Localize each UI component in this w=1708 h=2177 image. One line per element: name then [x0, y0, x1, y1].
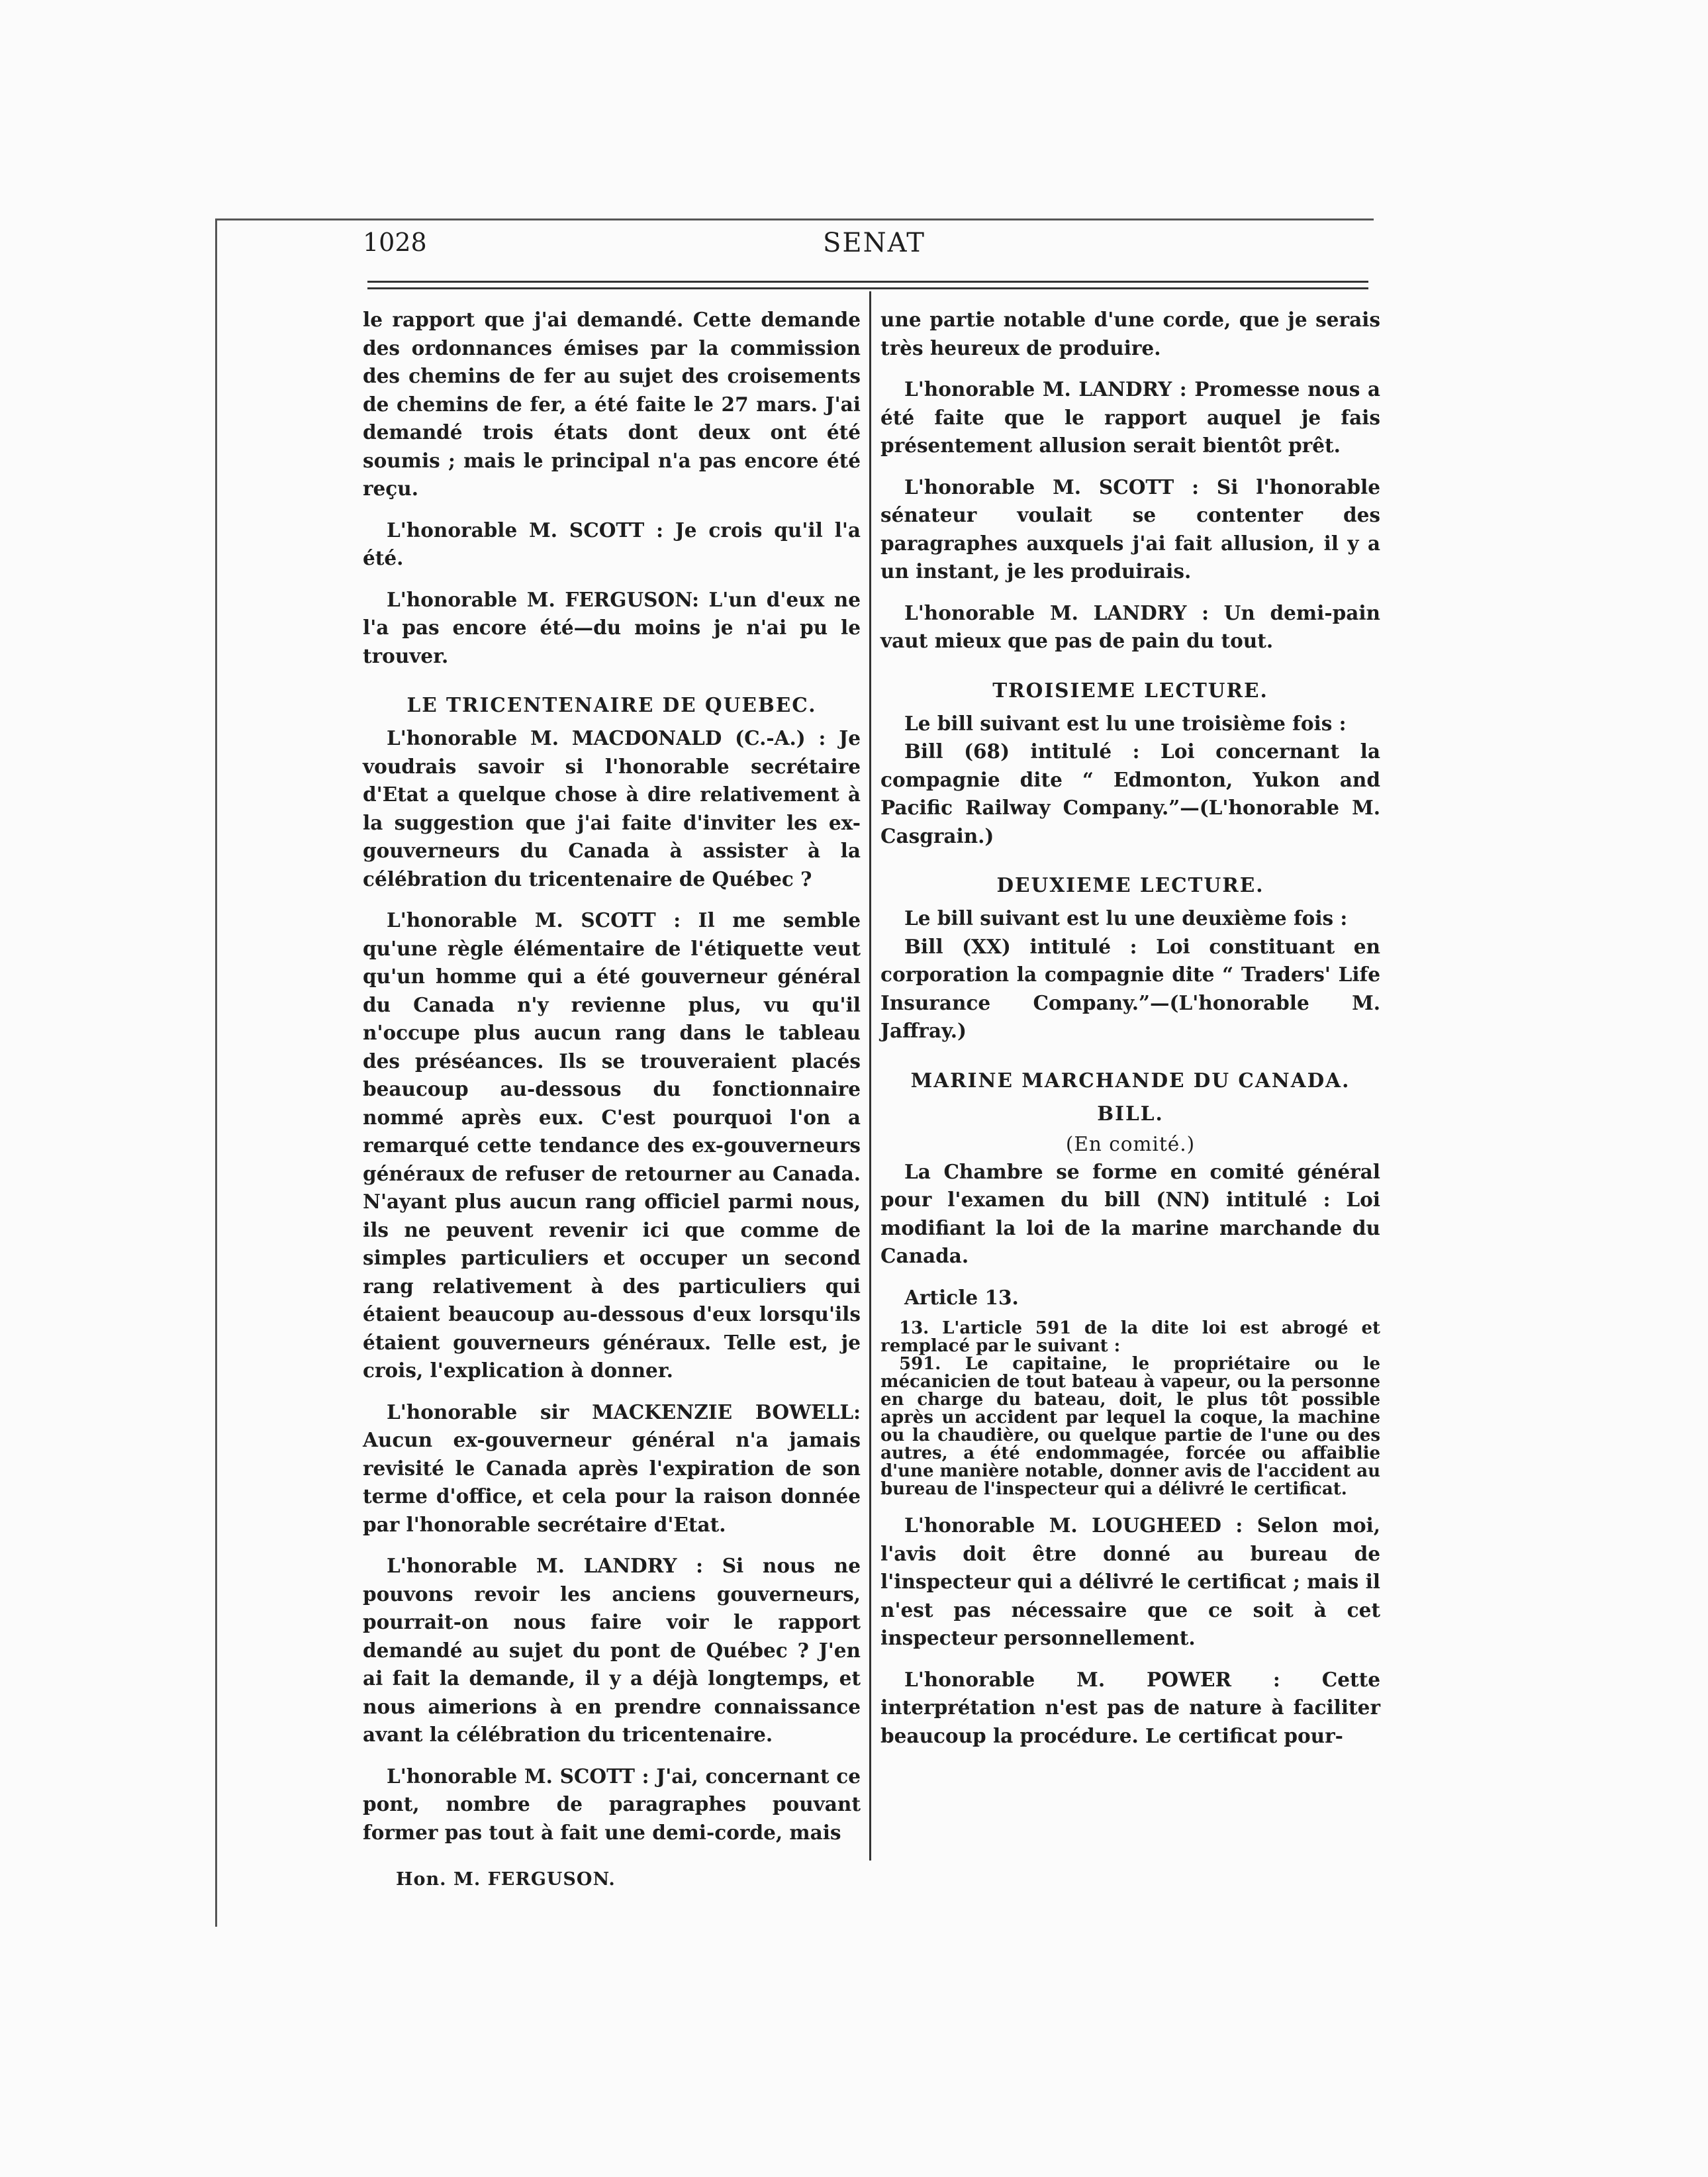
paragraph: La Chambre se forme en comité général pour l'examen du bill (NN) intitulé : Loi modifiant la loi de la marine marchande du Canada. [880, 1159, 1380, 1267]
paragraph: L'honorable M. SCOTT : Je crois qu'il l'a été. [363, 518, 861, 569]
paragraph: L'honorable M. POWER : Cette interprétation n'est pas de nature à faciliter beaucoup la procédure. Le certificat pour- [880, 1667, 1380, 1747]
article-label: Article 13. [904, 1285, 1019, 1309]
column-divider [869, 291, 871, 1861]
paragraph: Bill (68) intitulé : Loi concernant la compagnie dite “ Edmonton, Yukon and Pacific Railway Company.”—(L'honorable M. Casgrain.) [880, 740, 1380, 847]
section-heading: TROISIEME LECTURE. [992, 678, 1268, 702]
paragraph: L'honorable M. SCOTT : J'ai, concernant ce pont, nombre de paragraphes pouvant former pas tout à fait une demi-corde, mais [363, 1764, 861, 1844]
section-heading: LE TRICENTENAIRE DE QUEBEC. [406, 693, 817, 716]
paragraph: une partie notable d'une corde, que je serais très heureux de produire. [880, 308, 1380, 360]
paragraph: L'honorable M. MACDONALD (C.-A.) : Je voudrais savoir si l'honorable secrétaire d'Etat a quelque chose à dire relativement à la suggestion que j'ai faite d'inviter les ex-gouverneurs du Canada à assister à la célébration du tricentenaire de Québec ? [363, 726, 861, 891]
paragraph: L'honorable M. LOUGHEED : Selon moi, l'avis doit être donné au bureau de l'inspecteur qui a délivré le certificat ; mais il n'est pas nécessaire que ce soit à cet inspecteur personnellement. [880, 1514, 1380, 1649]
paragraph: le rapport que j'ai demandé. Cette demande des ordonnances émises par la commission des chemins de fer au sujet des croisements de chemins de fer, a été faite le 27 mars. J'ai demandé trois états dont deux ont été soumis ; mais le principal n'a pas encore été reçu. [363, 308, 861, 500]
section-subheading: (En comité.) [1065, 1132, 1196, 1155]
page-edge [215, 218, 217, 1927]
paragraph: L'honorable sir MACKENZIE BOWELL: Aucun ex-gouverneur général n'a jamais revisité le Canada après l'expiration de son terme d'office, et cela pour la raison donnée par l'honorable secrétaire d'Etat. [363, 1400, 861, 1536]
paragraph: L'honorable M. SCOTT : Si l'honorable sénateur voulait se contenter des paragraphes auxquels j'ai fait allusion, il y a un instant, je les produirais. [880, 475, 1380, 583]
paragraph: Bill (XX) intitulé : Loi constituant en corporation la compagnie dite “ Traders' Life Insurance Company.”—(L'honorable M. Jaffray.) [880, 934, 1380, 1042]
page-number: 1028 [363, 228, 427, 257]
footer-author: Hon. M. FERGUSON. [396, 1869, 616, 1890]
quoted-text: 591. Le capitaine, le propriétaire ou le mécanicien de tout bateau à vapeur, ou la personne en charge du bateau, doit, le plus tôt possible après un accident par lequel la coque, la machine ou la chaudière, ou quelque partie de l'une ou des autres, a été endommagée, forcée ou affaiblie d'une manière notable, donner avis de l'accident au bureau de l'inspecteur qui a délivré le certificat. [880, 1354, 1380, 1499]
header-rule [367, 287, 1368, 289]
paragraph: L'honorable M. LANDRY : Si nous ne pouvons revoir les anciens gouverneurs, pourrait-on nous faire voir le rapport demandé au sujet du pont de Québec ? J'en ai fait la demande, il y a déjà longtemps, et nous aimerions à en prendre connaissance avant la célébration du tricentenaire. [363, 1554, 861, 1746]
paragraph: Le bill suivant est lu une deuxième fois : [904, 906, 1348, 930]
right-column [880, 306, 1380, 1750]
left-column [363, 306, 861, 1847]
paragraph: L'honorable M. SCOTT : Il me semble qu'une règle élémentaire de l'étiquette veut qu'un homme qui a été gouverneur général du Canada n'y revienne plus, vu qu'il n'occupe plus aucun rang dans le tableau des préséances. Ils se trouveraient placés beaucoup au-dessous du fonctionnaire nommé après eux. C'est pourquoi l'on a remarqué cette tendance des ex-gouverneurs généraux de refuser de retourner au Canada. N'ayant plus aucun rang officiel parmi nous, ils ne peuvent revenir ici que comme de simples particuliers et occuper un second rang relativement à des particuliers qui étaient beaucoup au-dessous d'eux lorsqu'ils étaient gouverneurs généraux. Telle est, je crois, l'explication à donner. [363, 908, 861, 1382]
section-subheading: BILL. [1097, 1101, 1164, 1125]
page-header-title: SENAT [823, 228, 925, 258]
paragraph: L'honorable M. LANDRY : Promesse nous a été faite que le rapport auquel je fais présentement allusion serait bientôt prêt. [880, 377, 1380, 457]
section-heading: MARINE MARCHANDE DU CANADA. [910, 1068, 1351, 1092]
page-edge [215, 218, 1374, 220]
quoted-text: 13. L'article 591 de la dite loi est abrogé et remplacé par le suivant : [880, 1318, 1380, 1356]
paragraph: L'honorable M. LANDRY : Un demi-pain vaut mieux que pas de pain du tout. [880, 601, 1380, 652]
header-rule [367, 281, 1368, 283]
paragraph: L'honorable M. FERGUSON: L'un d'eux ne l'a pas encore été—du moins je n'ai pu le trouver. [363, 587, 861, 667]
paragraph: Le bill suivant est lu une troisième fois : [904, 711, 1347, 735]
section-heading: DEUXIEME LECTURE. [996, 873, 1264, 896]
